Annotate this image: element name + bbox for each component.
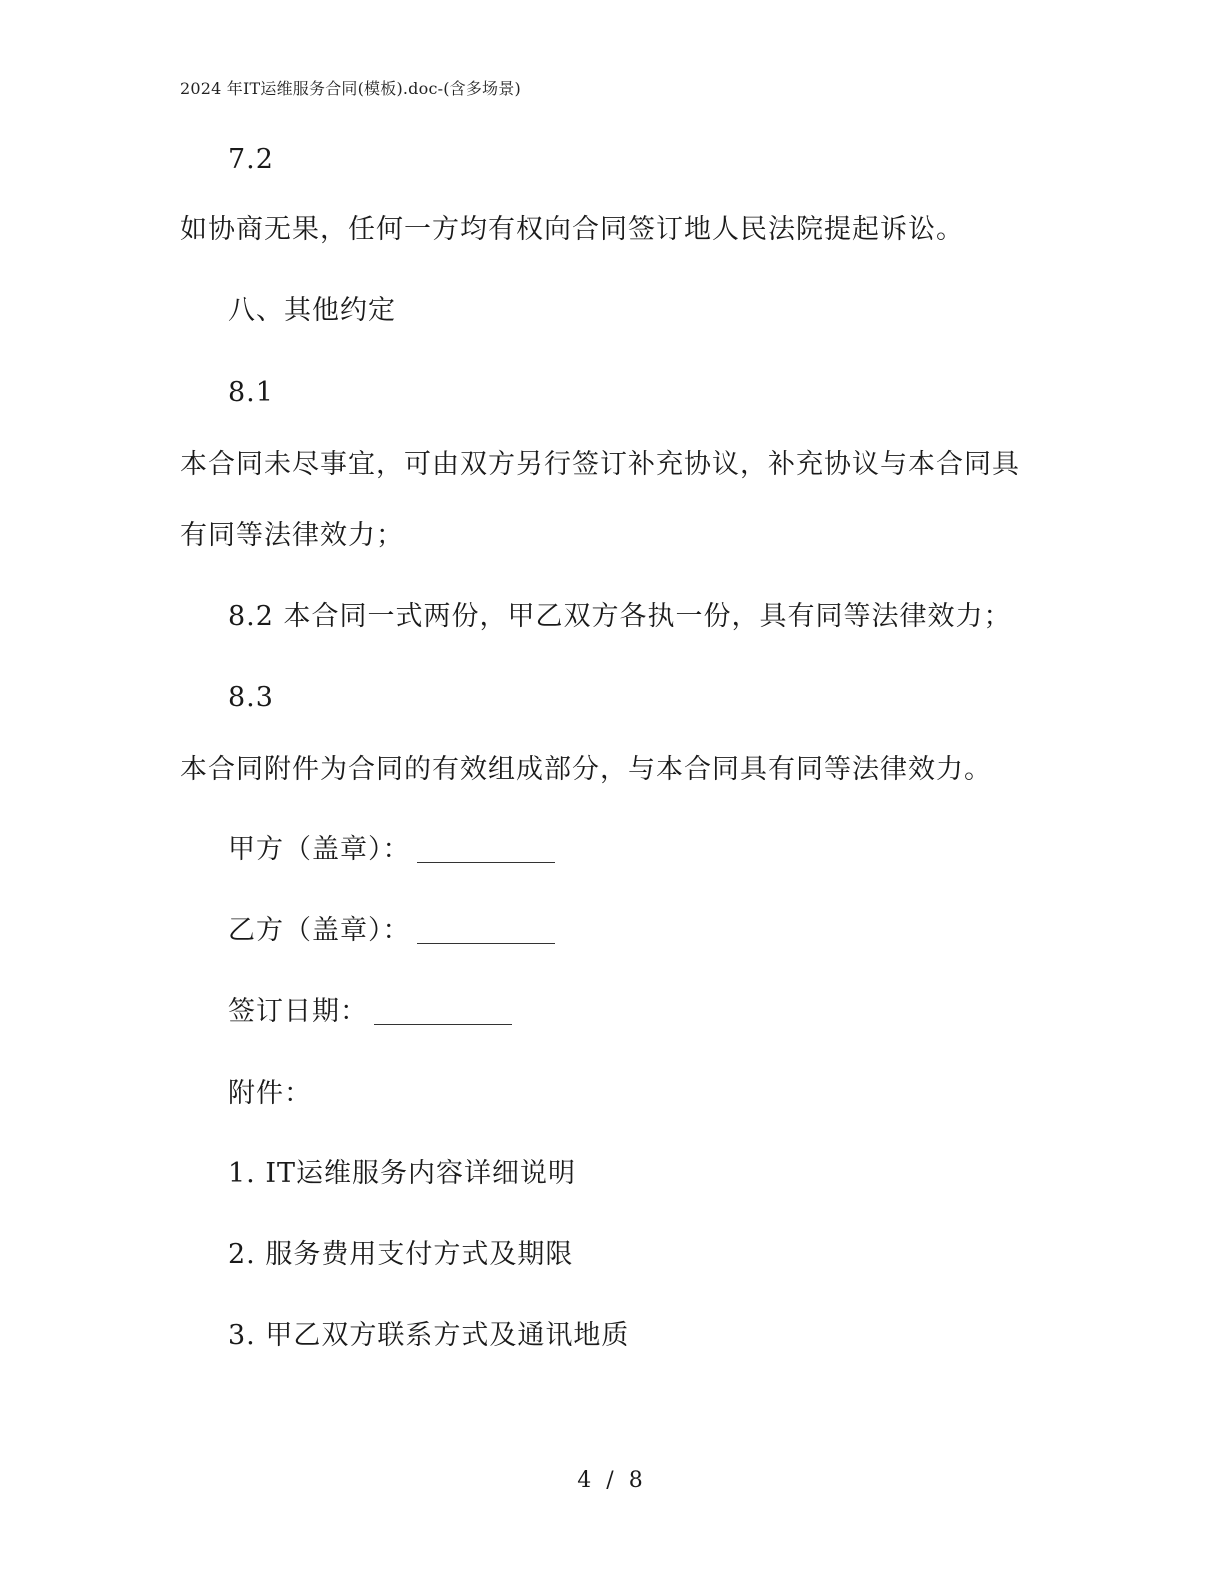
sign-date-blank[interactable]	[374, 1002, 512, 1025]
clause-8-2: 8.2 本合同一式两份，甲乙双方各执一份，具有同等法律效力；	[228, 601, 1012, 632]
page-header: 2024 年IT运维服务合同(模板).doc-(含多场景)	[180, 79, 521, 98]
attachment-item: 1. IT运维服务内容详细说明	[228, 1158, 577, 1189]
clause-8-3-number: 8.3	[228, 682, 274, 713]
sign-date-row	[228, 998, 512, 1025]
clause-8-3-text: 本合同附件为合同的有效组成部分，与本合同具有同等法律效力。	[180, 754, 992, 785]
party-a-label: 甲方（盖章）：	[228, 834, 411, 865]
party-b-label: 乙方（盖章）：	[228, 915, 411, 946]
section-8-title: 八、其他约定	[228, 295, 396, 326]
clause-8-1-text-line-1: 本合同未尽事宜，可由双方另行签订补充协议，补充协议与本合同具	[180, 449, 1020, 480]
clause-7-2-number: 7.2	[228, 144, 274, 175]
sign-date-label: 签订日期：	[228, 996, 368, 1027]
clause-8-1-text-line-2: 有同等法律效力；	[180, 520, 404, 551]
page-number: 4 / 8	[577, 1468, 647, 1493]
party-b-signature-blank[interactable]	[417, 921, 555, 944]
party-a-signature-blank[interactable]	[417, 840, 555, 863]
attachments-title: 附件：	[228, 1078, 312, 1109]
clause-8-1-number: 8.1	[228, 377, 274, 408]
attachment-item: 3. 甲乙双方联系方式及通讯地质	[228, 1320, 630, 1351]
attachment-item: 2. 服务费用支付方式及期限	[228, 1239, 574, 1270]
party-b-signature-row	[228, 917, 555, 944]
clause-7-2-text: 如协商无果，任何一方均有权向合同签订地人民法院提起诉讼。	[180, 214, 964, 245]
party-a-signature-row	[228, 836, 555, 863]
